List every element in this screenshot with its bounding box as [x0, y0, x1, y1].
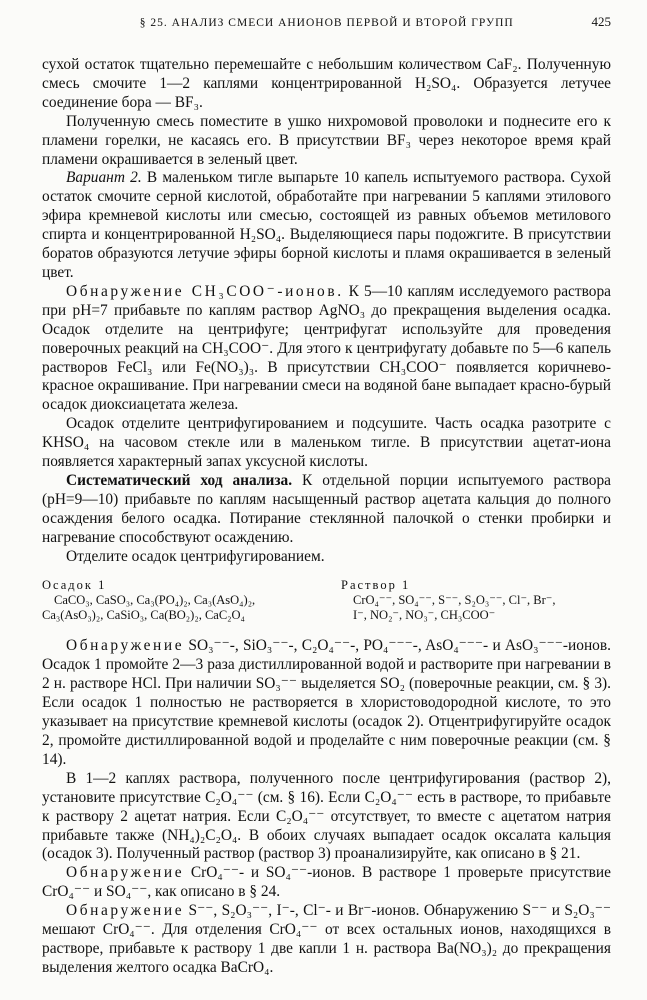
acetate-detection-text: К 5—10 каплям исследуемого раствора при pH=7 прибавьте по каплям раствор AgNO₃ до прекращения выделения осадка. Осадок отделите на центрифуге; центрифугат используйте для проведения поверочных реакций на CH₃COO⁻. Для этого к центрифугату добавьте по 5—6 капель растворов FeCl₃ или Fe(NO₃)₃. В присутствии CH₃COO⁻ появляется коричнево-красное окрашивание. При нагревании смеси на водяной бане выпадает красно-бурый осадок диоксиацетата железа. [42, 282, 611, 414]
solution-1-heading: Раствор 1 [341, 578, 411, 593]
paragraph-1: сухой остаток тщательно перемешайте с небольшим количеством CaF₂. Полученную смесь смочите 1—2 каплями концентрированной H₂SO₄. Образуется летучее соединение бора — BF₃. [42, 56, 611, 111]
paragraph-4 [42, 283, 611, 415]
variant-2-lead: Вариант 2. [66, 169, 142, 187]
page-number: 425 [591, 14, 611, 29]
anion-detection-lead: Обнаружение [66, 637, 185, 655]
variant-2-text: В маленьком тигле выпарьте 10 капель испытуемого раствора. Сухой остаток смочите серной кислотой, обработайте при нагревании 5 каплями этилового эфира кремневой кислоты или смесью, состоящей из равных объемов метилового спирта и концентрированной H₂SO₄. Выделяющиеся пары подожгите. В присутствии боратов образуются летучие эфиры борной кислоты и пламя окрашивается в зеленый цвет. [42, 169, 611, 281]
paragraph-10 [42, 864, 611, 902]
paragraph-11 [42, 902, 611, 978]
paragraph-6 [42, 472, 611, 548]
anion-detection-text: SO₃⁻⁻-, SiO₃⁻⁻-, C₂O₄⁻⁻-, PO₄⁻⁻⁻-, AsO₄⁻⁻⁻- и AsO₃⁻⁻⁻-ионов. Осадок 1 промойте 2—3 раза дистиллированной водой и растворите при нагревании в 2 н. растворе HCl. При наличии SO₃⁻⁻ выделяется SO₂ (поверочные реакции, см. § 3). Если осадок 1 полностью не растворяется в хлористоводородной кислоте, то это указывает на присутствие кремневой кислоты (осадок 2). Отцентрифугируйте осадок 2, промойте дистиллированной водой и проделайте с ним поверочные реакции (см. § 14). [42, 637, 611, 768]
solution-1-line-2: I⁻, NO₂⁻, NO₃⁻, CH₃COO⁻ [353, 608, 496, 623]
chromate-detection-lead: Обнаружение [66, 864, 185, 882]
paragraph-3 [42, 169, 611, 282]
paragraph-5: Осадок отделите центрифугированием и подсушите. Часть осадка разотрите с KHSO₄ на часовом стекле или в маленьком тигле. В присутствии ацетат-иона появляется характерный запах уксусной кислоты. [42, 415, 611, 471]
chromate-detection-text: CrO₄⁻⁻- и SO₄⁻⁻-ионов. В растворе 1 проверьте присутствие CrO₄⁻⁻ и SO₄⁻⁻, как описано в § 24. [42, 864, 611, 901]
running-header [42, 14, 611, 36]
systematic-analysis-lead: Систематический ход анализа. [66, 471, 293, 489]
paragraph-9: В 1—2 каплях раствора, полученного после центрифугирования (раствор 2), установите присутствие C₂O₄⁻⁻ (см. § 16). Если C₂O₄⁻⁻ есть в растворе, то прибавьте к раствору 2 ацетат натрия. Если C₂O₄⁻⁻ отсутствует, то вместе с ацетатом натрия прибавьте также (NH₄)₂C₂O₄. В обоих случаях выпадает осадок оксалата кальция (осадок 3). Полученный раствор (раствор 3) проанализируйте, как описано в § 21. [42, 769, 611, 863]
paragraph-7: Отделите осадок центрифугированием. [66, 547, 325, 565]
precipitate-1-line-1: CaCO₃, CaSO₃, Ca₃(PO₄)₂, Ca₃(AsO₄)₂, [54, 593, 256, 608]
section-title: § 25. АНАЛИЗ СМЕСИ АНИОНОВ ПЕРВОЙ И ВТОРОЙ ГРУПП [139, 17, 514, 29]
acetate-detection-lead: Обнаружение CH₃COO⁻-ионов. [66, 282, 344, 300]
paragraph-2: Полученную смесь поместите в ушко нихромовой проволоки и поднесите его к пламени горелки, не касаясь его. В присутствии BF₃ через некоторое время край пламени окрашивается в зеленый цвет. [42, 112, 611, 168]
solution-1-line-1: CrO₄⁻⁻, SO₄⁻⁻, S⁻⁻, S₂O₃⁻⁻, Cl⁻, Br⁻, [353, 593, 556, 608]
systematic-analysis-text: К отдельной порции испытуемого раствора (pH=9—10) прибавьте по каплям насыщенный раствор ацетата кальция до полного осаждения белого осадка. Потирание стеклянной палочкой о стенки пробирки и нагревание способствуют осаждению. [42, 471, 612, 546]
sulfide-detection-lead: Обнаружение [66, 902, 185, 920]
precipitate-1-line-2: Ca₃(AsO₃)₂, CaSiO₃, Ca(BO₂)₂, CaC₂O₄ [42, 608, 245, 623]
solution-1-column [341, 578, 611, 623]
precipitate-1-column [42, 578, 337, 623]
separation-scheme [42, 578, 611, 623]
paragraph-8 [42, 637, 611, 769]
sulfide-detection-text: S⁻⁻, S₂O₃⁻⁻, I⁻-, Cl⁻- и Br⁻-ионов. Обнаружению S⁻⁻ и S₂O₃⁻⁻ мешают CrO₄⁻⁻. Для отделения CrO₄⁻⁻ от всех остальных ионов, находящихся в растворе, прибавьте к раствору 1 две капли 1 н. раствора Ba(NO₃)₂ до прекращения выделения желтого осадка BaCrO₄. [42, 902, 611, 976]
precipitate-1-heading: Осадок 1 [42, 578, 107, 593]
